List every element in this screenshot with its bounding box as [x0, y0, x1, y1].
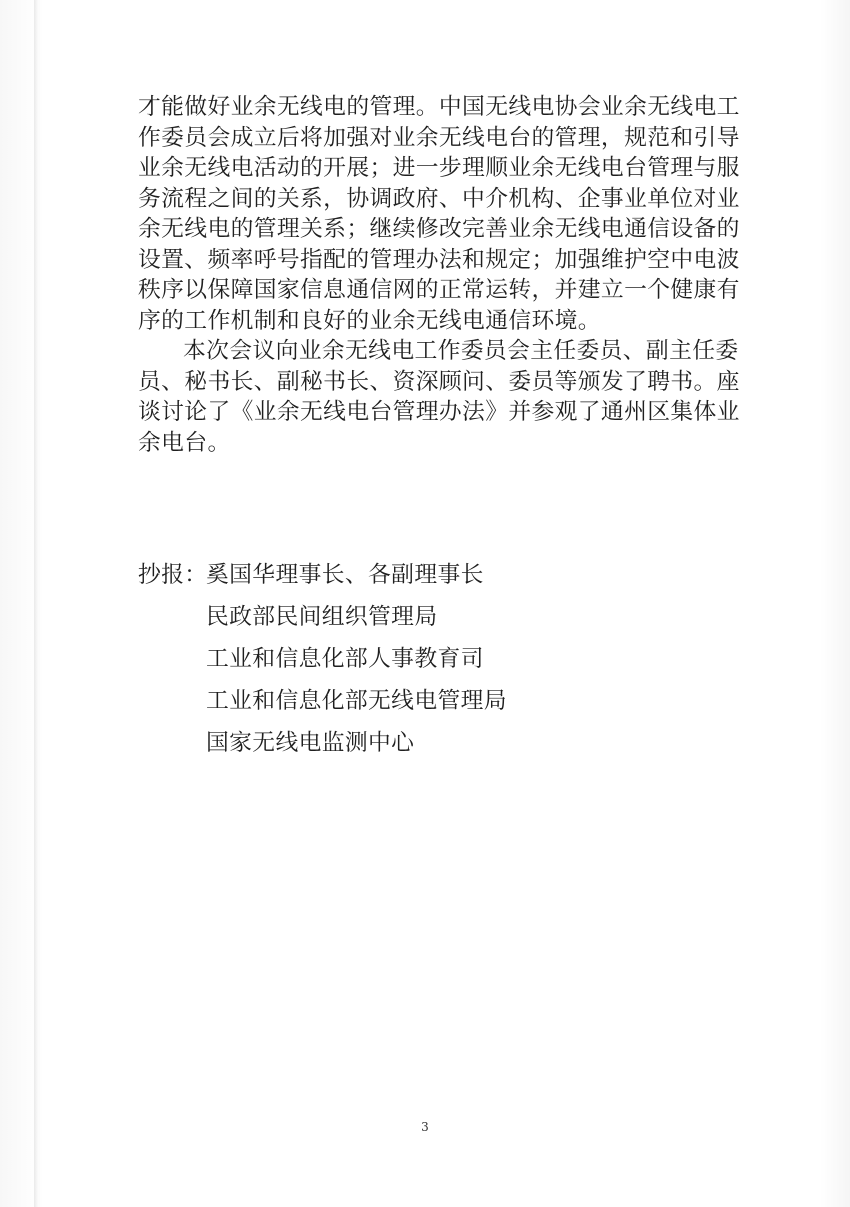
body-text	[138, 92, 743, 458]
cc-label-spacer	[138, 638, 206, 680]
cc-label-spacer	[138, 722, 206, 764]
cc-row	[138, 638, 658, 680]
body-line: 余电台。	[138, 429, 231, 456]
cc-list	[138, 554, 658, 764]
cc-row	[138, 596, 658, 638]
scan-edge	[34, 0, 42, 1207]
body-line: 业余无线电活动的开展；进一步理顺业余无线电台管理与服	[138, 155, 740, 181]
page-number: 3	[421, 1120, 429, 1134]
cc-row	[138, 680, 658, 722]
body-line: 务流程之间的关系，协调政府、中介机构、企事业单位对业	[138, 185, 740, 212]
cc-row	[138, 554, 658, 596]
body-line: 秩序以保障国家信息通信网的正常运转，并建立一个健康有	[138, 277, 740, 303]
cc-label-spacer	[138, 680, 206, 722]
cc-recipient: 民政部民间组织管理局	[206, 604, 438, 630]
cc-recipient: 工业和信息化部人事教育司	[206, 646, 484, 672]
body-line: 本次会议向业余无线电工作委员会主任委员、副主任委	[183, 338, 739, 364]
cc-recipient: 奚国华理事长、各副理事长	[206, 562, 484, 588]
cc-recipient: 国家无线电监测中心	[206, 730, 415, 756]
cc-row	[138, 722, 658, 764]
body-line: 谈讨论了《业余无线电台管理办法》并参观了通州区集体业	[138, 399, 740, 425]
cc-label: 抄报：	[138, 562, 208, 588]
body-line: 设置、频率呼号指配的管理办法和规定；加强维护空中电波	[138, 246, 740, 273]
body-line: 员、秘书长、副秘书长、资深顾问、委员等颁发了聘书。座	[138, 368, 740, 395]
cc-recipient: 工业和信息化部无线电管理局	[206, 688, 507, 714]
body-line: 才能做好业余无线电的管理。中国无线电协会业余无线电工	[138, 94, 740, 120]
body-line: 序的工作机制和良好的业余无线电通信环境。	[138, 307, 601, 334]
body-line: 作委员会成立后将加强对业余无线电台的管理，规范和引导	[138, 124, 740, 151]
cc-label-spacer	[138, 596, 206, 638]
body-line: 余无线电的管理关系；继续修改完善业余无线电通信设备的	[138, 216, 740, 242]
